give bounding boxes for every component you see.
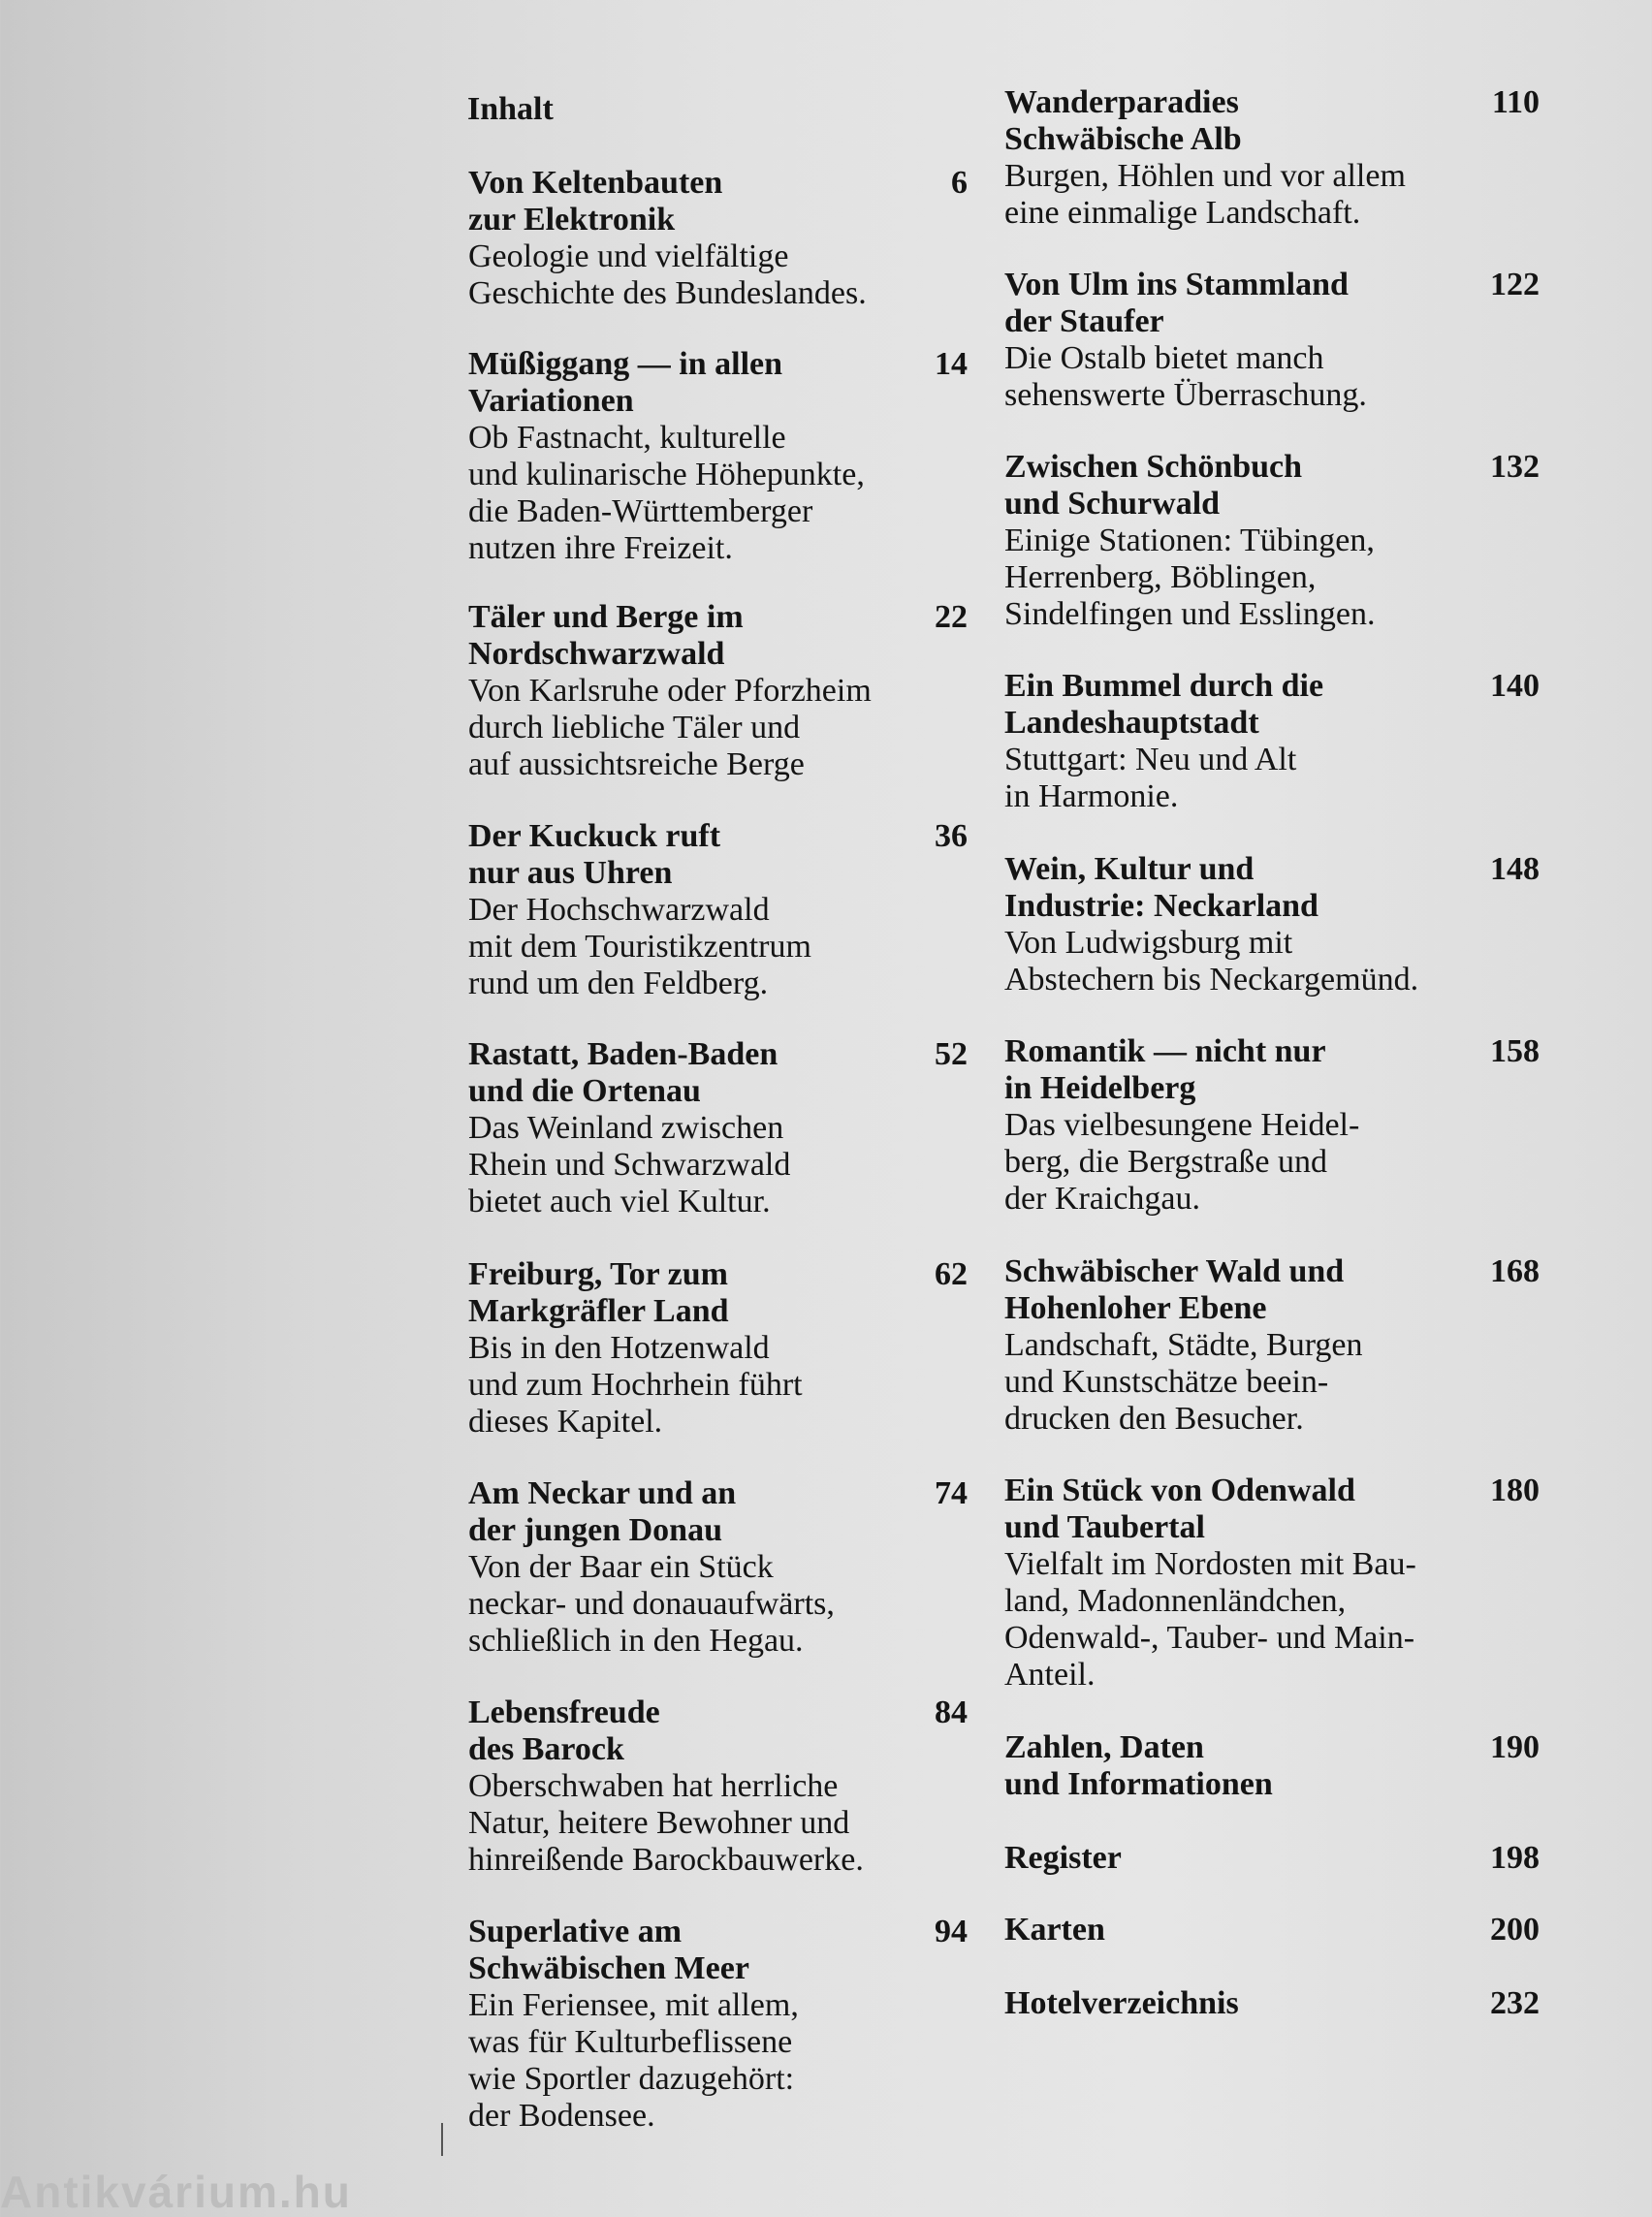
entry-title: Schwäbischer Wald und Hohenloher Ebene <box>1004 1253 1345 1326</box>
toc-entry <box>1004 1985 1540 2022</box>
toc-entry <box>468 599 972 783</box>
entry-description: Oberschwaben hat herrliche Natur, heitere Bewohner und hinreißende Barockbauwerke. <box>468 1768 864 1878</box>
toc-entry <box>1004 1253 1540 1438</box>
entry-page-number: 168 <box>1490 1253 1540 1289</box>
entry-title: Zahlen, Daten und Informationen <box>1004 1729 1273 1802</box>
entry-page-number: 198 <box>1490 1840 1540 1876</box>
toc-entry <box>1004 1840 1540 1877</box>
toc-entry <box>468 818 972 1002</box>
entry-page-number: 148 <box>1490 851 1540 887</box>
toc-entry <box>1004 1473 1540 1694</box>
entry-title: Ein Stück von Odenwald und Taubertal <box>1004 1473 1355 1545</box>
entry-description: Von Karlsruhe oder Pforzheim durch liebliche Täler und auf aussichtsreiche Berge <box>468 673 872 782</box>
entry-title: Karten <box>1004 1912 1105 1948</box>
entry-description: Der Hochschwarzwald mit dem Touristikzentrum rund um den Feldberg. <box>468 892 811 1001</box>
entry-title: Ein Bummel durch die Landeshauptstadt <box>1004 668 1324 741</box>
entry-title: Hotelverzeichnis <box>1004 1985 1239 2021</box>
entry-title: Freiburg, Tor zum Markgräfler Land <box>468 1256 729 1329</box>
entry-title: Zwischen Schönbuch und Schurwald <box>1004 449 1303 522</box>
entry-page-number: 74 <box>935 1475 968 1511</box>
toc-entry <box>1004 267 1540 414</box>
entry-description: Das Weinland zwischen Rhein und Schwarzwald bietet auch viel Kultur. <box>468 1110 791 1219</box>
toc-entry <box>468 346 972 567</box>
entry-title: Wanderparadies Schwäbische Alb <box>1004 84 1242 157</box>
entry-page-number: 14 <box>935 346 968 382</box>
entry-description: Stuttgart: Neu und Alt in Harmonie. <box>1004 742 1297 814</box>
entry-page-number: 62 <box>935 1256 968 1292</box>
entry-title: Am Neckar und an der jungen Donau <box>468 1475 737 1548</box>
toc-entry <box>468 1694 972 1879</box>
toc-entry <box>468 1036 972 1220</box>
entry-title: Romantik — nicht nur in Heidelberg <box>1004 1033 1326 1106</box>
entry-title: Lebensfreude des Barock <box>468 1694 660 1767</box>
entry-description: Die Ostalb bietet manch sehenswerte Überraschung. <box>1004 340 1367 413</box>
entry-title: Superlative am Schwäbischen Meer <box>468 1914 749 1986</box>
toc-entry <box>1004 668 1540 815</box>
entry-description: Von Ludwigsburg mit Abstechern bis Neckargemünd. <box>1004 925 1419 998</box>
entry-page-number: 110 <box>1491 84 1540 120</box>
entry-title: Register <box>1004 1840 1122 1876</box>
toc-entry <box>1004 1033 1540 1218</box>
entry-description: Landschaft, Städte, Burgen und Kunstschätze beein- drucken den Besucher. <box>1004 1327 1363 1437</box>
pencil-mark <box>441 2123 443 2156</box>
entry-page-number: 84 <box>935 1694 968 1730</box>
toc-entry <box>468 165 972 312</box>
toc-entry <box>468 1475 972 1660</box>
entry-page-number: 94 <box>935 1914 968 1949</box>
entry-page-number: 232 <box>1490 1985 1540 2021</box>
toc-entry <box>1004 1912 1540 1948</box>
entry-page-number: 190 <box>1490 1729 1540 1765</box>
toc-entry <box>468 1256 972 1441</box>
entry-title: Von Ulm ins Stammland der Staufer <box>1004 267 1349 339</box>
entry-page-number: 140 <box>1490 668 1540 704</box>
entry-page-number: 180 <box>1490 1473 1540 1508</box>
entry-description: Vielfalt im Nordosten mit Bau- land, Madonnenländchen, Odenwald-, Tauber- und Main- Anteil. <box>1004 1546 1416 1693</box>
entry-title: Wein, Kultur und Industrie: Neckarland <box>1004 851 1318 924</box>
toc-entry <box>1004 84 1540 232</box>
toc-entry <box>1004 449 1540 633</box>
entry-description: Das vielbesungene Heidel- berg, die Bergstraße und der Kraichgau. <box>1004 1107 1360 1217</box>
entry-description: Burgen, Höhlen und vor allem eine einmalige Landschaft. <box>1004 158 1406 231</box>
entry-page-number: 36 <box>935 818 968 854</box>
toc-entry <box>1004 1729 1540 1803</box>
watermark: Antikvárium.hu <box>0 2167 352 2217</box>
entry-description: Bis in den Hotzenwald und zum Hochrhein führt dieses Kapitel. <box>468 1330 803 1440</box>
entry-description: Geologie und vielfältige Geschichte des Bundeslandes. <box>468 238 867 311</box>
entry-page-number: 22 <box>935 599 968 635</box>
entry-title: Täler und Berge im Nordschwarzwald <box>468 599 744 672</box>
entry-title: Müßiggang — in allen Variationen <box>468 346 783 419</box>
entry-description: Einige Stationen: Tübingen, Herrenberg, Böblingen, Sindelfingen und Esslingen. <box>1004 523 1376 632</box>
entry-description: Ob Fastnacht, kulturelle und kulinarische Höhepunkte, die Baden-Württemberger nutzen ihre Freizeit. <box>468 420 865 566</box>
toc-entry <box>1004 851 1540 998</box>
entry-page-number: 6 <box>951 165 968 201</box>
toc-entry <box>468 1914 972 2135</box>
entry-description: Ein Feriensee, mit allem, was für Kulturbeflissene wie Sportler dazugehört: der Bodensee. <box>468 1987 799 2134</box>
entry-page-number: 52 <box>935 1036 968 1072</box>
entry-title: Rastatt, Baden-Baden und die Ortenau <box>468 1036 778 1109</box>
entry-title: Der Kuckuck ruft nur aus Uhren <box>468 818 721 891</box>
page-title: Inhalt <box>467 91 554 127</box>
entry-description: Von der Baar ein Stück neckar- und donauaufwärts, schließlich in den Hegau. <box>468 1549 835 1659</box>
entry-title: Von Keltenbauten zur Elektronik <box>468 165 723 238</box>
entry-page-number: 158 <box>1490 1033 1540 1069</box>
entry-page-number: 132 <box>1490 449 1540 485</box>
entry-page-number: 200 <box>1490 1912 1540 1948</box>
entry-page-number: 122 <box>1490 267 1540 302</box>
